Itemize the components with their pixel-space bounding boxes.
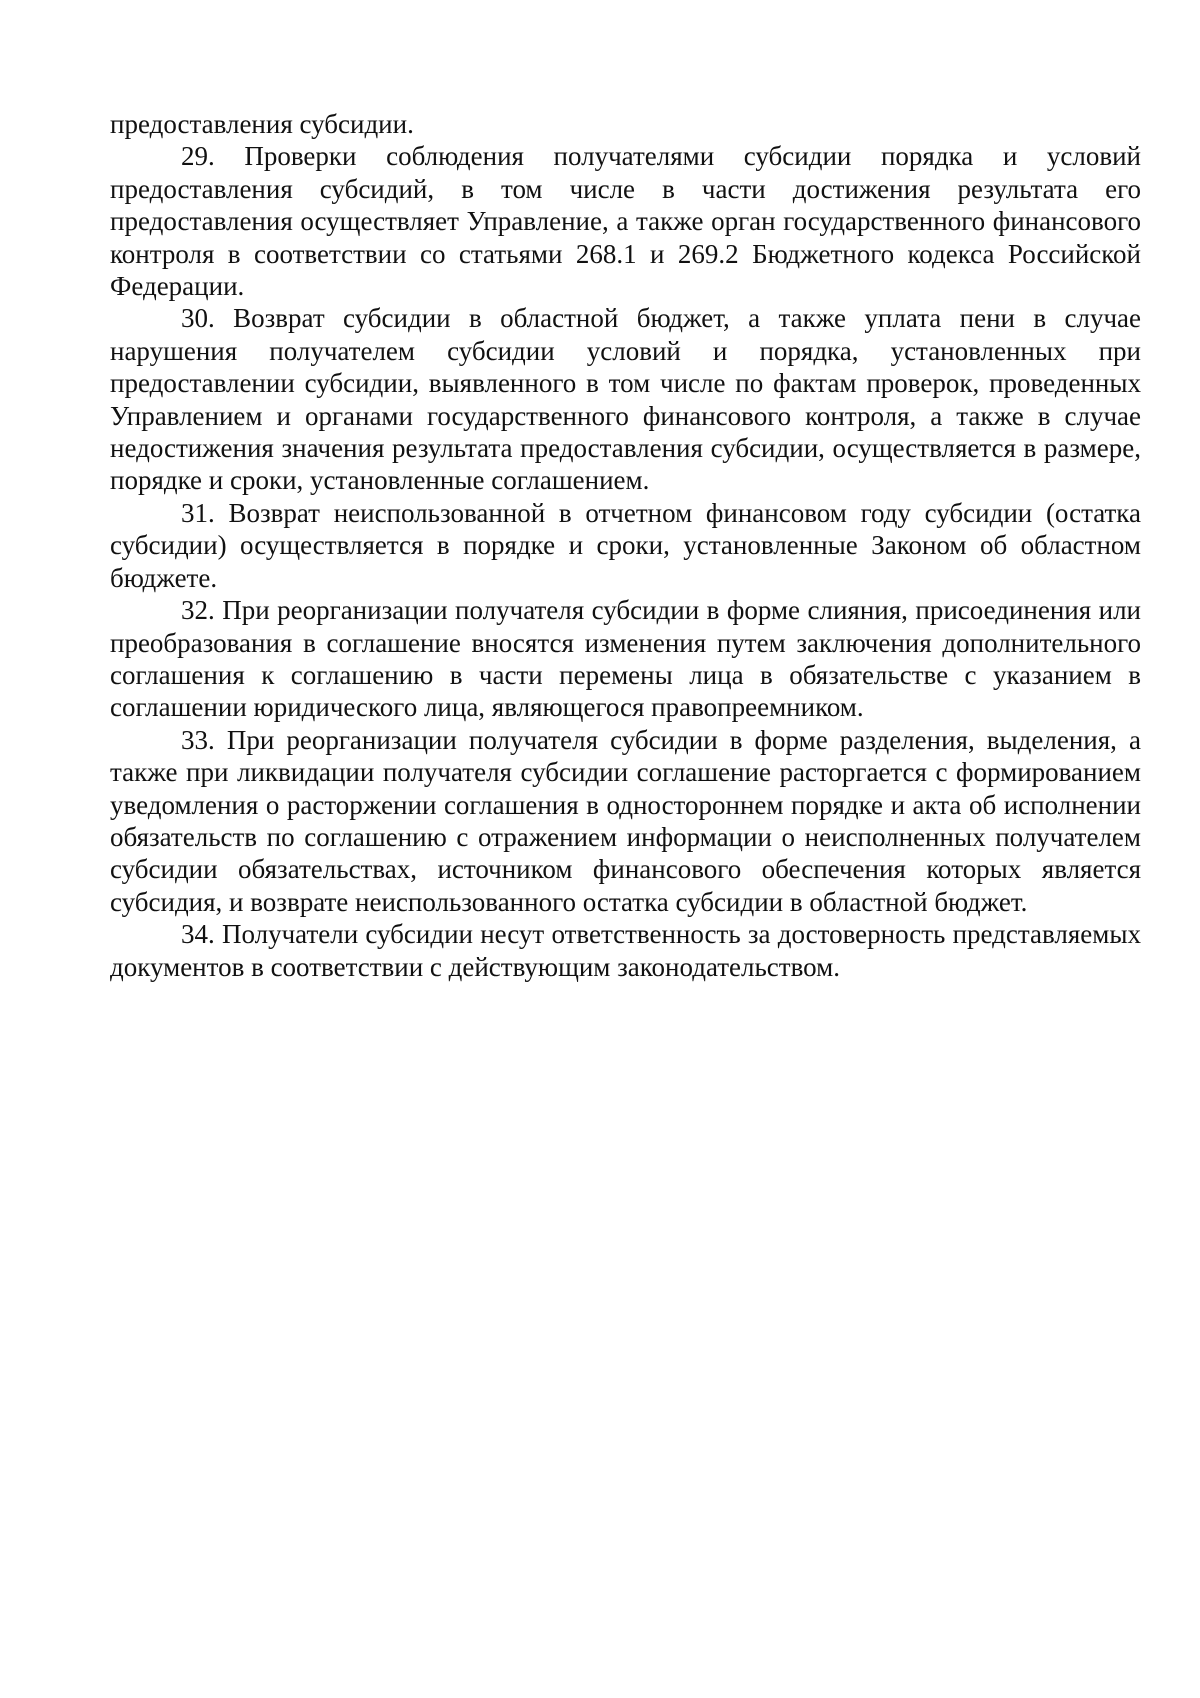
paragraph-33: 33. При реорганизации получателя субсидии в форме разделения, выделения, а также при ликвидации получателя субсидии соглашение расторгается с формированием уведомления о расторжении соглашения в одностороннем порядке и акта об исполнении обязательств по соглашению с отражением информации о неисполненных получателем субсидии обязательствах, источником финансового обеспечения которых является субсидия, и возврате неиспользованного остатка субсидии в областной бюджет. [110,724,1141,917]
paragraph-continuation: предоставления субсидии. [110,109,414,139]
paragraph-30: 30. Возврат субсидии в областной бюджет, а также уплата пени в случае нарушения получателем субсидии условий и порядка, установленных при предоставлении субсидии, выявленного в том числе по фактам проверок, проведенных Управлением и органами государственного финансового контроля, а также в случае недостижения значения результата предоставления субсидии, осуществляется в размере, порядке и сроки, установленные соглашением. [110,303,1141,496]
paragraph-34: 34. Получатели субсидии несут ответственность за достоверность представляемых документов в соответствии с действующим законодательством. [110,919,1141,982]
paragraph-31: 31. Возврат неиспользованной в отчетном финансовом году субсидии (остатка субсидии) осуществляется в порядке и сроки, установленные Законом об областном бюджете. [110,497,1141,593]
paragraph-29: 29. Проверки соблюдения получателями субсидии порядка и условий предоставления субсидий, в том числе в части достижения результата его предоставления осуществляет Управление, а также орган государственного финансового контроля в соответствии со статьями 268.1 и 269.2 Бюджетного кодекса Российской Федерации. [110,141,1141,302]
document-body [110,108,1141,983]
paragraph-32: 32. При реорганизации получателя субсидии в форме слияния, присоединения или преобразования в соглашение вносятся изменения путем заключения дополнительного соглашения к соглашению в части перемены лица в обязательстве с указанием в соглашении юридического лица, являющегося правопреемником. [110,595,1141,723]
